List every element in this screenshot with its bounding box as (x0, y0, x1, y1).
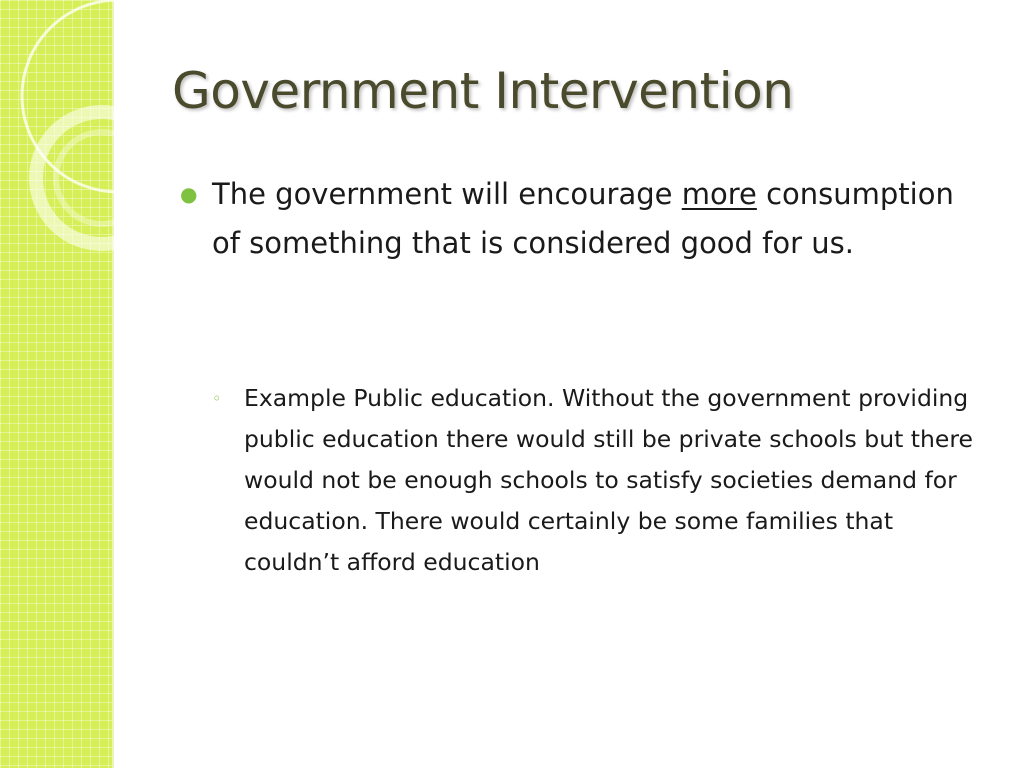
bullet-text (212, 170, 960, 268)
sub-bullet-ring-icon: ◦ (212, 389, 222, 408)
bullet-text-after: consumption of something that is considered good for us. (212, 177, 954, 260)
bullet-item (180, 170, 960, 268)
sub-bullet-text: Example Public education. Without the government providing public education there would still be private schools but there would not be enough schools to satisfy societies demand for education. There would certainly be some families that couldn’t afford education (244, 384, 973, 576)
bullet-text-before: The government will encourage (212, 177, 682, 211)
decorative-circles (0, 0, 140, 260)
bullet-emphasis: more (681, 177, 757, 211)
bullet-dot-icon: ● (180, 182, 198, 206)
slide-title: Government Intervention (172, 62, 794, 120)
sub-bullet-item (212, 378, 992, 583)
